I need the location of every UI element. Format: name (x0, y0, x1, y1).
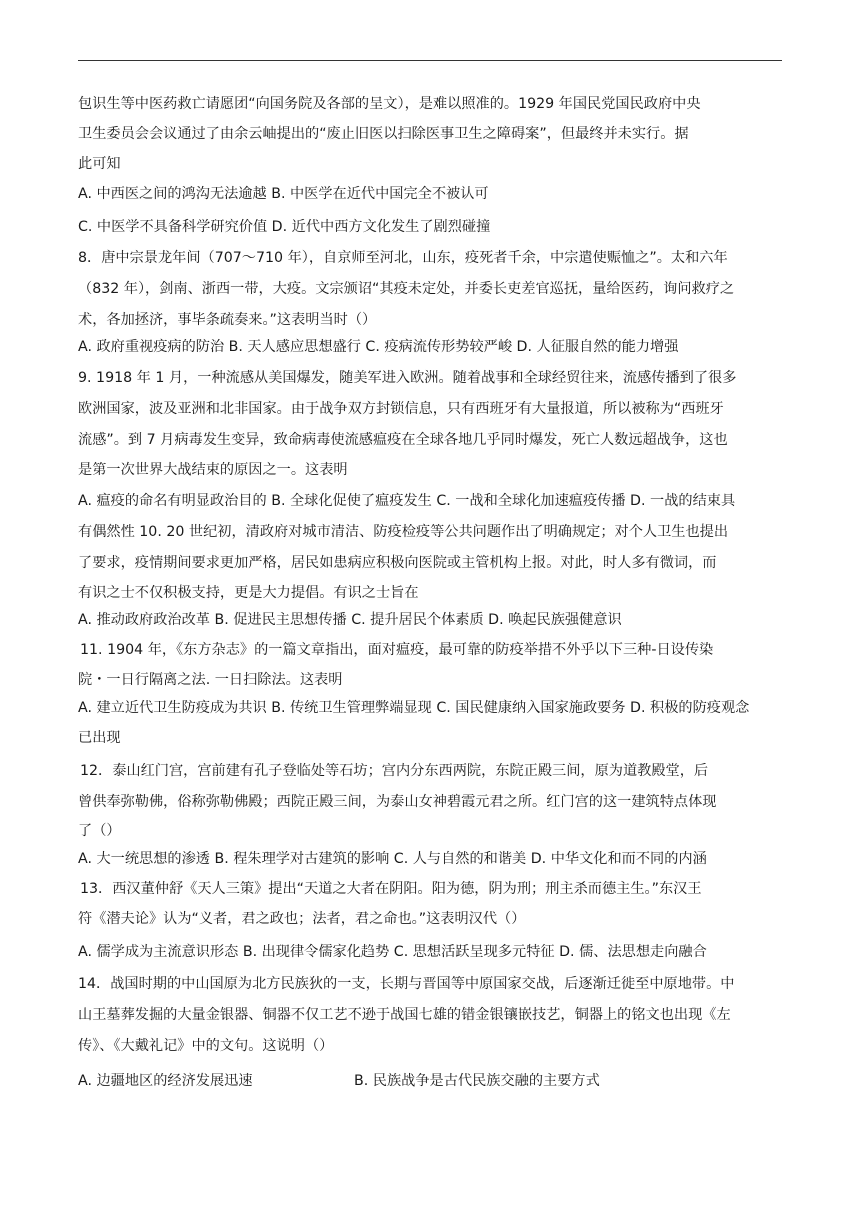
option-14-a: A. 边疆地区的经济发展迅速 (78, 1073, 253, 1089)
text-line: 曾供奉弥勒佛，俗称弥勒佛殿；西院正殿三间，为泰山女神碧霞元君之所。红门宫的这一建筑特点体现 (78, 794, 717, 810)
text-line: A. 大一统思想的渗透 B. 程朱理学对古建筑的影响 C. 人与自然的和谐美 D. 中华文化和而不同的内涵 (78, 851, 707, 867)
text-line: 是第一次世界大战结束的原因之一。这表明 (78, 462, 348, 478)
header-rule (78, 60, 782, 61)
text-line: 8．唐中宗景龙年间（707～710 年），自京师至河北，山东，疫死者千余，中宗遣使赈恤之”。太和六年 (78, 250, 728, 266)
text-line: 14．战国时期的中山国原为北方民族狄的一支，长期与晋国等中原国家交战，后逐渐迁徙至中原地带。中 (78, 976, 735, 992)
text-line: 已出现 (78, 730, 121, 746)
text-line: 卫生委员会会议通过了由余云岫提出的“废止旧医以扫除医事卫生之障碍案”，但最终并未实行。据 (78, 126, 689, 142)
text-line: 了要求，疫情期间要求更加严格，居民如患病应积极向医院或主管机构上报。对此，时人多有微词，而 (78, 555, 717, 571)
text-line: A. 推动政府政治改革 B. 促进民主思想传播 C. 提升居民个体素质 D. 唤起民族强健意识 (78, 612, 622, 628)
text-line: A. 政府重视疫病的防治 B. 天人感应思想盛行 C. 疫病流传形势较严峻 D. 人征服自然的能力增强 (78, 339, 679, 355)
text-line: 包识生等中医药救亡请愿团“向国务院及各部的呈文），是难以照准的。1929 年国民党国民政府中央 (78, 96, 701, 112)
text-line: （832 年），剑南、浙西一带，大疫。文宗颁诏“其疫未定处，并委长吏差官巡抚，量给医药，询问救疗之 (78, 281, 735, 297)
text-line: A. 建立近代卫生防疫成为共识 B. 传统卫生管理弊端显现 C. 国民健康纳入国家施政要务 D. 积极的防疫观念 (78, 700, 750, 716)
text-line: 院・一日行隔离之法. 一日扫除法。这表明 (78, 672, 343, 688)
text-line: 12．泰山红门宫，宫前建有孔子登临处等石坊；宫内分东西两院，东院正殿三间，原为道教殿堂，后 (80, 763, 709, 779)
text-line: 传》、《大戴礼记》中的文句。这说明（） (78, 1038, 334, 1054)
text-line: 此可知 (78, 156, 121, 172)
option-14-b: B. 民族战争是古代民族交融的主要方式 (354, 1073, 600, 1089)
text-line: 流感”。到 7 月病毒发生变异，致命病毒使流感瘟疫在全球各地几乎同时爆发，死亡人数远超战争，这也 (78, 432, 728, 448)
text-line: 11. 1904 年，《东方杂志》的一篇文章指出，面对瘟疫，最可靠的防疫举措不外乎以下三种-日设传染 (80, 642, 714, 658)
text-line: A. 瘟疫的命名有明显政治目的 B. 全球化促使了瘟疫发生 C. 一战和全球化加速瘟疫传播 D. 一战的结束具 (78, 493, 736, 509)
text-line: 13．西汉董仲舒《天人三策》提出“天道之大者在阴阳。阳为德，阴为刑；刑主杀而德主生。”东汉王 (80, 881, 702, 897)
text-line: 了（） (78, 823, 121, 839)
text-line: 有偶然性 10. 20 世纪初，清政府对城市清洁、防疫检疫等公共问题作出了明确规定；对个人卫生也提出 (78, 524, 729, 540)
text-line: A. 儒学成为主流意识形态 B. 出现律令儒家化趋势 C. 思想活跃呈现多元特征 D. 儒、法思想走向融合 (78, 944, 707, 960)
text-line: C. 中医学不具备科学研究价值 D. 近代中西方文化发生了剧烈碰撞 (78, 219, 491, 235)
text-line: 山王墓葬发掘的大量金银器、铜器不仅工艺不逊于战国七雄的错金银镶嵌技艺，铜器上的铭文也出现《左 (78, 1007, 731, 1023)
text-line: 9. 1918 年 1 月，一种流感从美国爆发，随美军进入欧洲。随着战事和全球经贸往来，流感传播到了很多 (78, 370, 737, 386)
text-line: 有识之士不仅积极支持，更是大力提倡。有识之士旨在 (78, 585, 419, 601)
text-line: 术，各加拯济，事毕条疏奏来。”这表明当时（） (78, 312, 377, 328)
text-line: A. 中西医之间的鸿沟无法逾越 B. 中医学在近代中国完全不被认可 (78, 186, 489, 202)
text-line: 符《潜夫论》认为“义者，君之政也；法者，君之命也。”这表明汉代（） (78, 911, 526, 927)
text-line: 欧洲国家，波及亚洲和北非国家。由于战争双方封锁信息，只有西班牙有大量报道，所以被称为“西班牙 (78, 401, 724, 417)
